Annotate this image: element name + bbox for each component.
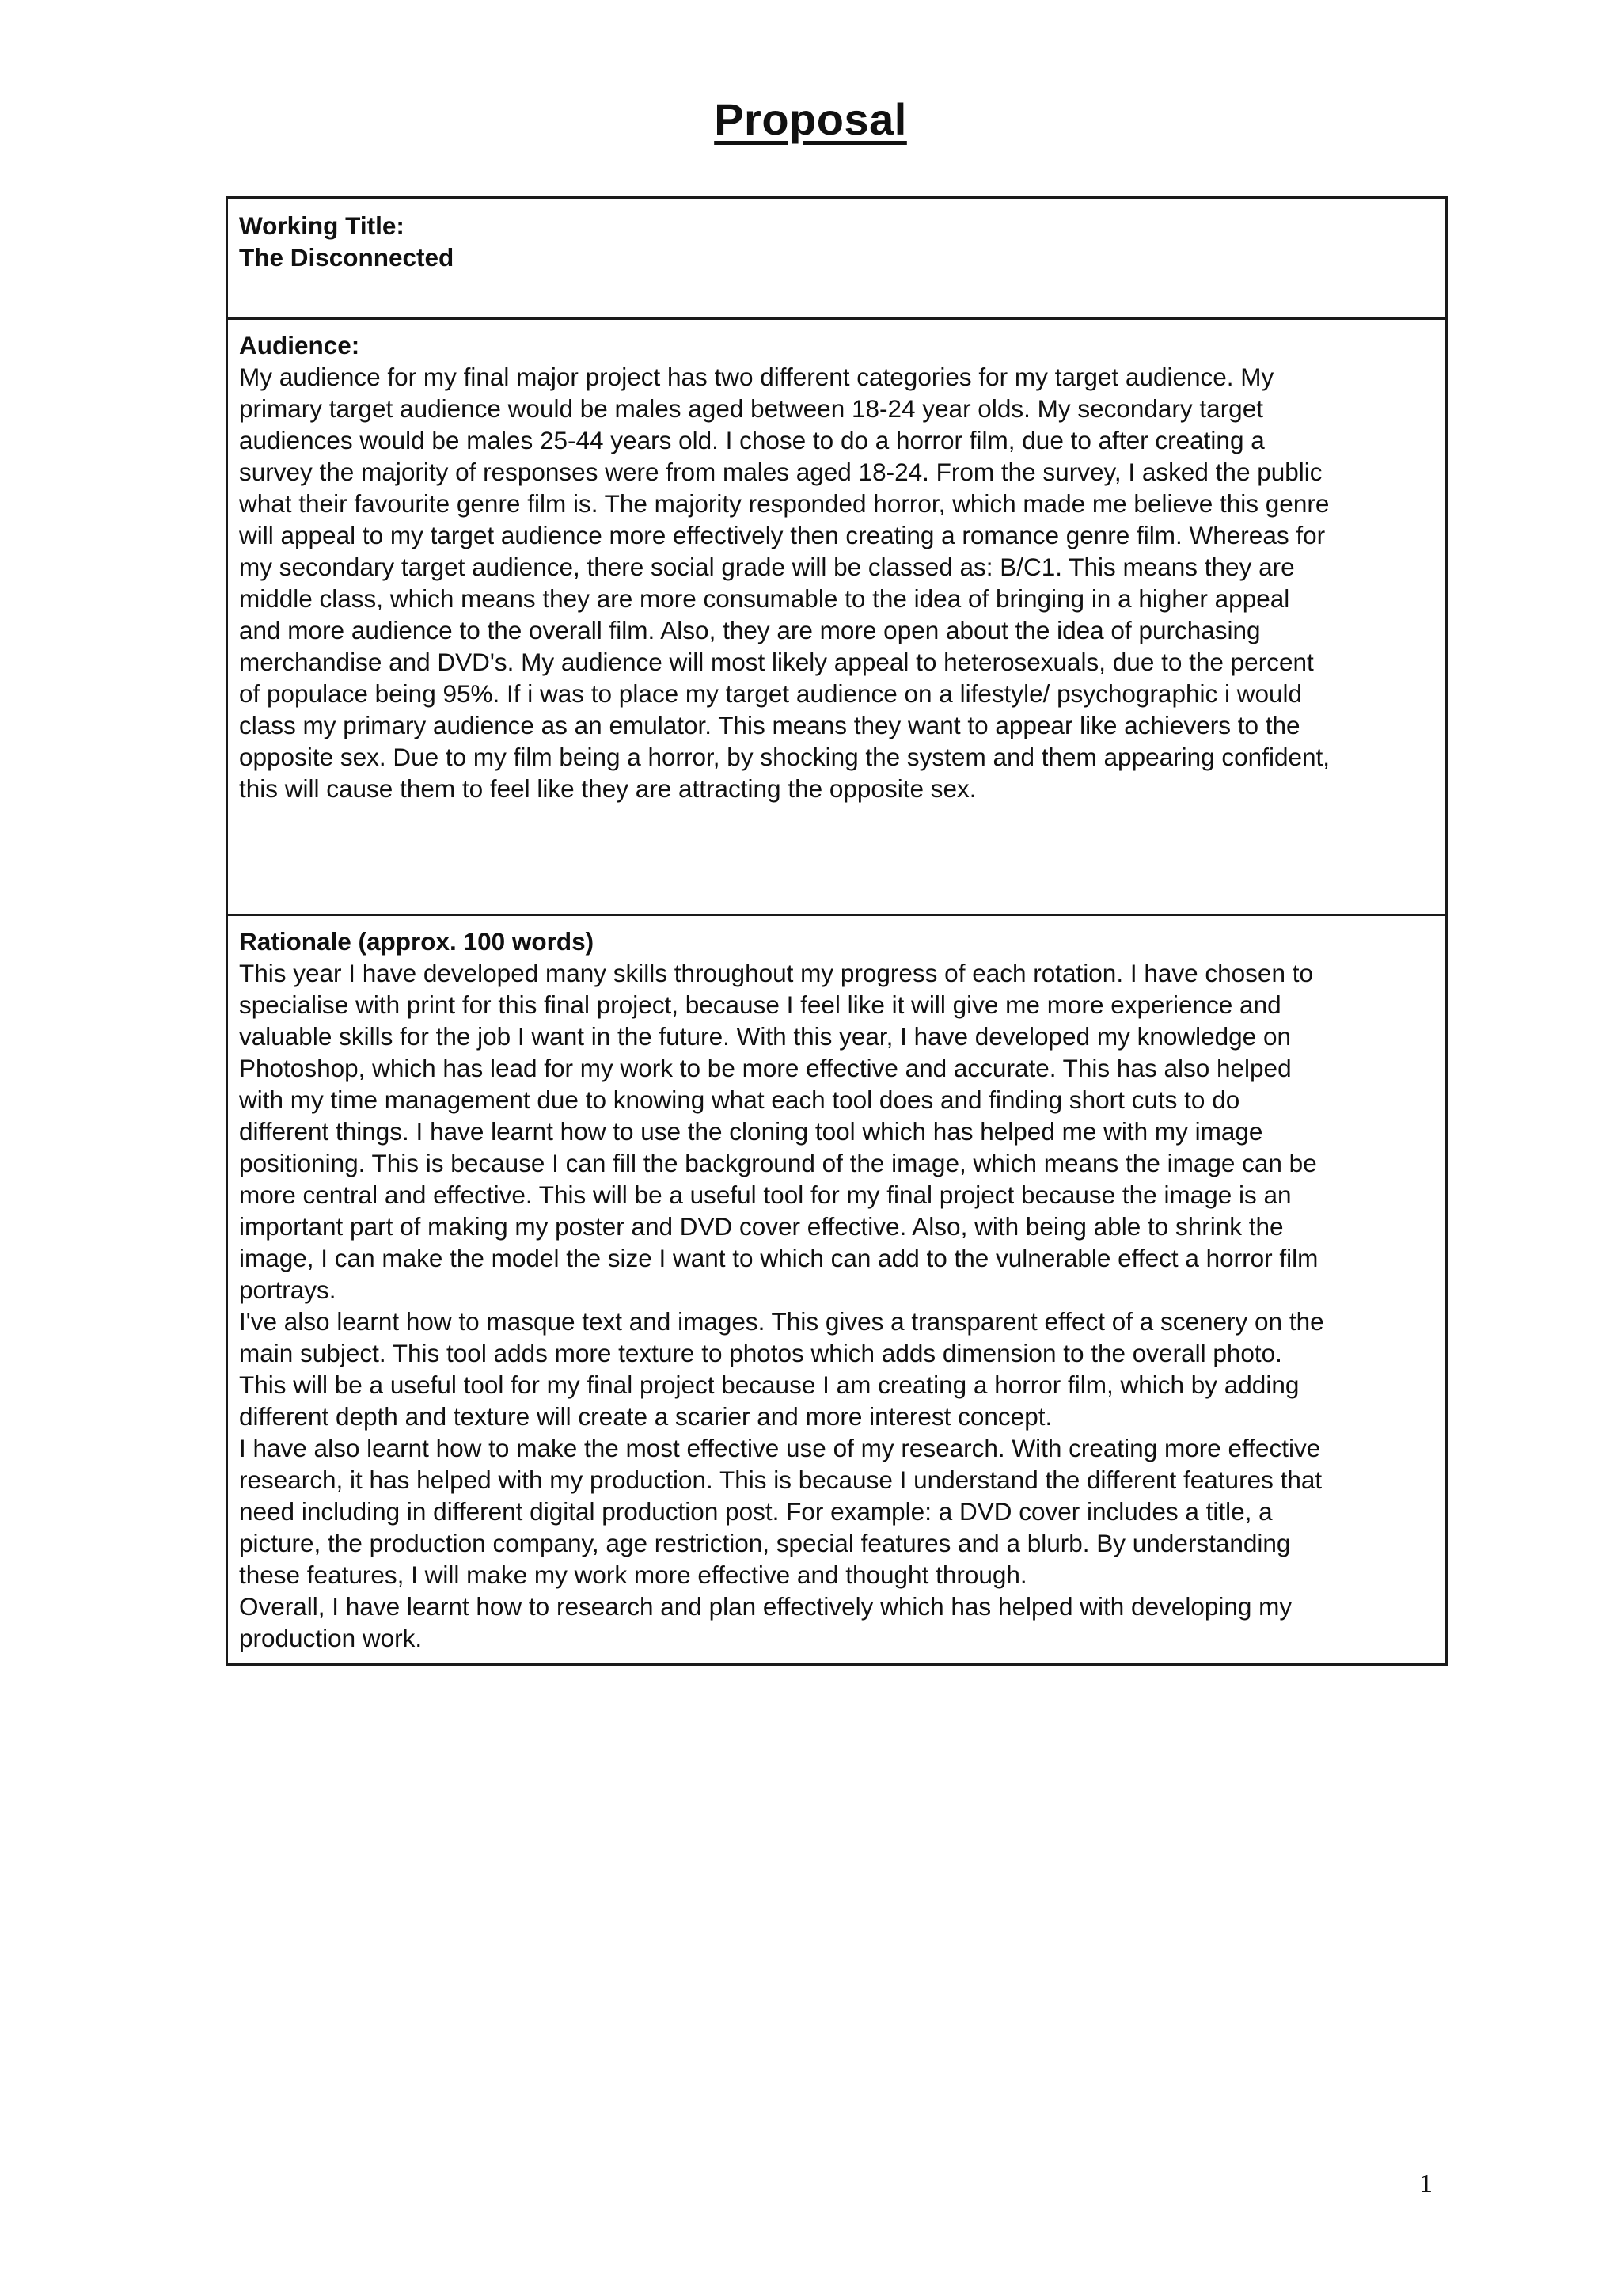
audience-line: merchandise and DVD's. My audience will most likely appeal to heterosexuals, due to the percent bbox=[239, 648, 1314, 676]
rationale-line: these features, I will make my work more effective and thought through. bbox=[239, 1560, 1027, 1589]
audience-line: survey the majority of responses were from males aged 18-24. From the survey, I asked the public bbox=[239, 458, 1323, 486]
audience-line: middle class, which means they are more consumable to the idea of bringing in a higher appeal bbox=[239, 584, 1290, 613]
rationale-line: This year I have developed many skills throughout my progress of each rotation. I have chosen to bbox=[239, 959, 1313, 987]
rationale-line: different things. I have learnt how to use the cloning tool which has helped me with my image bbox=[239, 1117, 1263, 1146]
rationale-line: This will be a useful tool for my final project because I am creating a horror film, which by adding bbox=[239, 1370, 1300, 1399]
rationale-line: need including in different digital production post. For example: a DVD cover includes a title, a bbox=[239, 1497, 1273, 1526]
rationale-line: with my time management due to knowing what each tool does and finding short cuts to do bbox=[239, 1085, 1240, 1114]
audience-line: will appeal to my target audience more effectively then creating a romance genre film. Whereas for bbox=[239, 521, 1326, 549]
audience-line: primary target audience would be males aged between 18-24 year olds. My secondary target bbox=[239, 394, 1263, 423]
rationale-section bbox=[228, 914, 1445, 1663]
audience-line: of populace being 95%. If i was to place my target audience on a lifestyle/ psychographic i would bbox=[239, 679, 1303, 708]
rationale-line: specialise with print for this final project, because I feel like it will give me more experience and bbox=[239, 990, 1281, 1019]
rationale-line: portrays. bbox=[239, 1275, 336, 1304]
page-title: Proposal bbox=[714, 94, 907, 144]
working-title-heading: Working Title: bbox=[239, 211, 404, 240]
rationale-heading: Rationale (approx. 100 words) bbox=[239, 927, 594, 956]
rationale-line: Photoshop, which has lead for my work to be more effective and accurate. This has also helped bbox=[239, 1054, 1292, 1082]
page-number: 1 bbox=[1419, 2169, 1433, 2199]
audience-line: and more audience to the overall film. Also, they are more open about the idea of purchasing bbox=[239, 616, 1261, 644]
working-title-value: The Disconnected bbox=[239, 243, 454, 272]
rationale-line: important part of making my poster and DVD cover effective. Also, with being able to shrink the bbox=[239, 1212, 1284, 1241]
audience-heading: Audience: bbox=[239, 331, 360, 359]
rationale-text bbox=[239, 957, 1434, 1654]
audience-line: what their favourite genre film is. The majority responded horror, which made me believe this genre bbox=[239, 489, 1330, 518]
rationale-line: valuable skills for the job I want in the future. With this year, I have developed my knowledge on bbox=[239, 1022, 1291, 1051]
rationale-line: more central and effective. This will be a useful tool for my final project because the image is an bbox=[239, 1180, 1292, 1209]
rationale-line: research, it has helped with my production. This is because I understand the different features that bbox=[239, 1465, 1323, 1494]
audience-line: my secondary target audience, there social grade will be classed as: B/C1. This means they are bbox=[239, 553, 1295, 581]
rationale-line: Overall, I have learnt how to research and plan effectively which has helped with developing my bbox=[239, 1592, 1293, 1621]
rationale-line: production work. bbox=[239, 1624, 423, 1652]
proposal-table bbox=[226, 196, 1448, 1666]
rationale-line: I have also learnt how to make the most effective use of my research. With creating more effective bbox=[239, 1434, 1321, 1462]
rationale-line: picture, the production company, age restriction, special features and a blurb. By understanding bbox=[239, 1529, 1291, 1557]
rationale-line: image, I can make the model the size I want to which can add to the vulnerable effect a horror film bbox=[239, 1244, 1319, 1272]
audience-line: class my primary audience as an emulator. This means they want to appear like achievers to the bbox=[239, 711, 1300, 739]
working-title-section bbox=[228, 199, 1445, 317]
audience-text bbox=[239, 361, 1434, 804]
audience-section bbox=[228, 317, 1445, 914]
rationale-line: positioning. This is because I can fill the background of the image, which means the image can be bbox=[239, 1149, 1317, 1177]
rationale-line: main subject. This tool adds more texture to photos which adds dimension to the overall photo. bbox=[239, 1339, 1282, 1367]
rationale-line: different depth and texture will create a scarier and more interest concept. bbox=[239, 1402, 1053, 1431]
audience-line: opposite sex. Due to my film being a horror, by shocking the system and them appearing confident, bbox=[239, 743, 1331, 771]
audience-line: this will cause them to feel like they are attracting the opposite sex. bbox=[239, 774, 977, 803]
audience-line: audiences would be males 25-44 years old. I chose to do a horror film, due to after creating a bbox=[239, 426, 1265, 454]
rationale-line: I've also learnt how to masque text and images. This gives a transparent effect of a scenery on the bbox=[239, 1307, 1324, 1336]
audience-line: My audience for my final major project has two different categories for my target audience. My bbox=[239, 363, 1274, 391]
